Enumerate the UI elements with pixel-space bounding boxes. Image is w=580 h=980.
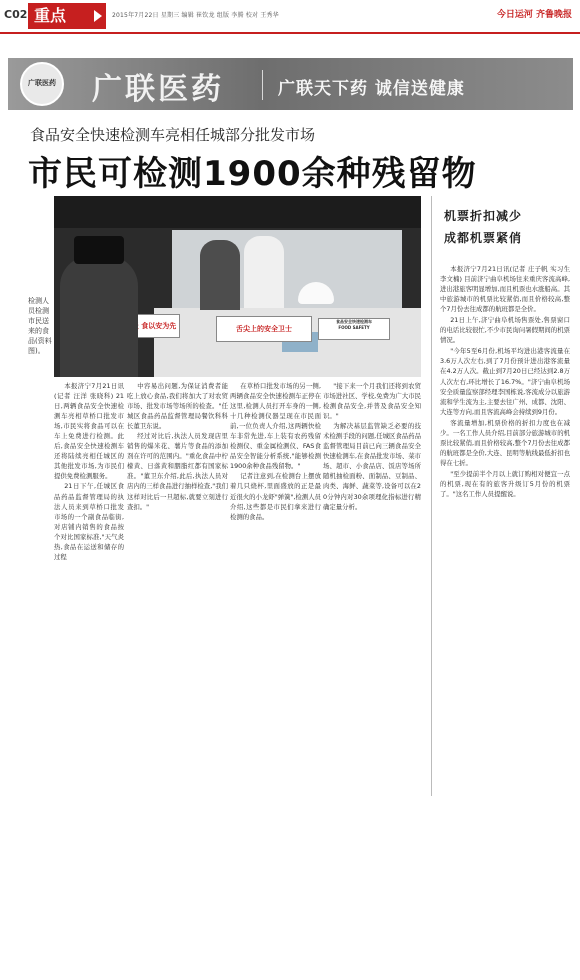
technician-figure <box>244 236 284 308</box>
paragraph: 本报济宁7月21日讯(记者 庄子帆 实习生 李文楠) 目前济宁曲阜机场往来重庆客流高峰,进出港旅客明显增加,而且机票也水涨船高。其中旅游城市的机票比较紧俏,而且价格较高,整个7月份去往成都的航班都是全价。 <box>440 265 570 314</box>
issue-meta: 2015年7月22日 星期三 编辑 崔钦龙 组版 李腾 校对 王秀华 <box>112 12 279 19</box>
paragraph: 记者注意到,在检测台上摆放着几只烧杯,里面盛放的正是最近很火的小龙虾"弹簧",检测人员介绍,这些都是市民们拿来进行检测的食品。 <box>230 472 321 521</box>
brand-name: 广联医药 <box>92 72 224 107</box>
sidebar-title-line-1: 机票折扣减少 <box>444 209 523 223</box>
masthead-logo: 今日运河 齐鲁晚报 <box>496 10 572 20</box>
article-column-2 <box>127 381 228 512</box>
sidebar-divider <box>431 196 432 796</box>
paragraph: "今年5至6月份,机场平均进出港客流量在3.6万人次左右,到了7月份预计进出港客流量在4.2万人次。截止到7月20日已经达到2.8万人次左右,环比增长了16.7%。"济宁曲阜机场安全质量监察部经理李国栋说,客流成分以旅游流和学生流为主,主要去往广州、成都、沈阳、大连等方向,而且客流高峰会持续到9月份。 <box>440 347 570 416</box>
paragraph: 在草桥口批发市场的另一侧,两辆食品安全快速检测车正停在这里,检测人员打开车身的一侧,十几种检测仪器呈现在市民面前,一位负责人介绍,这两辆快检车非常先进,车上装有农药残留检测仪、重金属检测仪、FAS食品安全智能分析系统,"能够检测1900余种食品残留物。" <box>230 382 321 471</box>
article-column-4 <box>323 381 421 512</box>
paragraph: 本报济宁7月21日讯(记者 汪洋 张晓科) 21日,两辆食品安全快速检测车亮相草桥口批发市场,市民实将食品可以在车上免费进行检测。此后,食品安全快速检测车还将陆续亮相任城区的其他批发市场,为市民们提供免费检测服务。 <box>54 382 124 481</box>
brand-logo-text: 广联医药 <box>28 79 56 87</box>
video-camera-icon <box>74 236 124 264</box>
brand-divider <box>262 70 263 100</box>
sign-text: 食以安为先 <box>141 322 177 330</box>
section-arrow-icon <box>94 10 102 22</box>
photo-caption: 检测人员检测市民送来的食品(资料图)。 <box>28 297 52 355</box>
brand-slogan: 广联天下药 诚信送健康 <box>278 79 465 99</box>
article-column-3 <box>230 381 321 522</box>
paragraph: 经过对比后,执法人员发现店里销售的爆米花、薯片等食品的添加剂在许可的范围内。"重化食品中柠檬黄、日落黄和胭脂红都有国家标准。"董卫东介绍,此后,执法人员对店内的三样食品进行抽样检查,"我们这样对比后一旦超标,就要立刻进行查扣。" <box>127 432 228 511</box>
paragraph: 21日下午,任城区食品药品监督管理局的执法人员来到草桥口批发市场的一个副食品临街,对店铺内销售的食品按个对比国家标准,"天气炎热,食品在运送和储存的过程 <box>54 482 124 561</box>
paragraph: 21日上午,济宁曲阜机场售票处,售票窗口的电话比较很忙,不少市民询问暑假期间的机票情况。 <box>440 316 570 345</box>
header-divider <box>0 32 580 34</box>
slogan-sign-right <box>318 318 390 340</box>
sidebar-article <box>440 264 570 500</box>
page-number: C02 <box>4 8 28 21</box>
sidebar-title-line-2: 成都机票紧俏 <box>444 231 523 245</box>
cameraman-figure <box>60 256 138 377</box>
article-kicker: 食品安全快速检测车亮相任城部分批发市场 <box>30 126 316 144</box>
paragraph: 为解决基层监管缺乏必要的技术检测手段的问题,任城区食品药品监督管理局目前已向三辆食品安全快速检测车,在食品批发市场、菜市场、超市、小食品店、饭店等场所随机抽检面粉、面制品、豆制品、肉类、海鲜、蔬菜等,设备可以在20分钟内对30余项理化指标进行精确定量分析。 <box>323 422 421 511</box>
article-photo <box>54 196 421 377</box>
paragraph: "至少提前半个月以上就订购相对便宜一点的机票,现在有的旅客升级订5月份的机票了。"这名工作人员提醒说。 <box>440 469 570 499</box>
paragraph: 客流量增加,机票价格的折扣力度也在减少。一名工作人员介绍,目前部分旅游城市的机票比较紧俏,而且价格较高,整个7月份去往成都的航班都是全价,大连、昆明等航线最低折扣也得在七折。 <box>440 418 570 467</box>
paragraph: 中容易出问题,为保证消费者能吃上放心食品,我们将加大了对农贸市场、批发市场等场所的检查。"任城区食品药品监督管理局餐饮科科长董卫东说。 <box>127 382 228 431</box>
article-headline: 市民可检测1900余种残留物 <box>28 154 477 194</box>
truck-roof <box>54 196 421 228</box>
article-column-1 <box>54 381 124 562</box>
sign-text: 食品安全快速检测车 <box>336 319 372 324</box>
sign-text: FOOD SAFETY <box>338 325 370 330</box>
slogan-sign-center: 舌尖上的安全卫士 <box>216 316 312 342</box>
paragraph: "接下来一个月我们还将到农贸市场进社区、学校,免费为广大市民检测食品安全,并普及食品安全知识。" <box>323 382 421 421</box>
section-label: 重点 <box>34 6 67 25</box>
section-tab <box>28 3 106 29</box>
inspector-figure <box>200 240 240 310</box>
